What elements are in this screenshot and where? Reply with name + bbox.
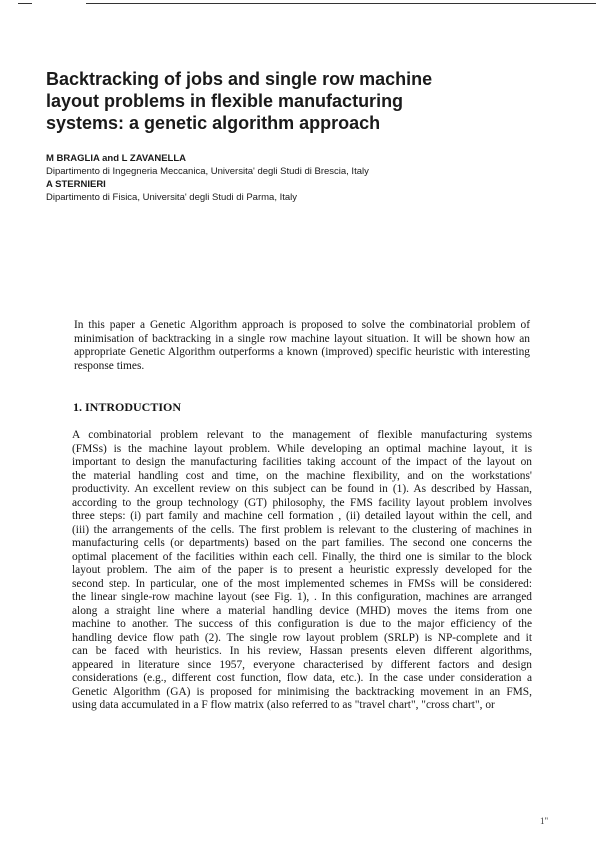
abstract: In this paper a Genetic Algorithm approach is proposed to solve the combinatorial problem of minimisation of backtracking in a single row machine layout situation. It will be shown how an appropriate Genetic Algorithm outperforms a known (improved) specific heuristic with interesting response times. xyxy=(74,319,530,372)
intro-line: Genetic Algorithm (GA) is proposed for minimising the backtracking movement in an FMS, xyxy=(72,685,532,698)
intro-line: (iii) the arrangements of the cells. The first problem is relevant to the clustering of machines in xyxy=(72,523,532,536)
author-names-2: A STERNIERI xyxy=(46,179,106,190)
intro-line: layout problem. The aim of the paper is to present a heuristic expressly developed for the xyxy=(72,564,532,576)
intro-line: appeared in literature since 1957, everyone characterised by different factors and design xyxy=(72,658,532,671)
author-affiliation-2: Dipartimento di Fisica, Universita' degli Studi di Parma, Italy xyxy=(46,192,298,203)
intro-line: (FMSs) is the machine layout problem. While developing an optimal machine layout, it is xyxy=(72,442,532,455)
title-line: systems: a genetic algorithm approach xyxy=(46,113,381,133)
header-rule-short xyxy=(18,3,32,4)
intro-line: can be faced with heuristics. In his review, Hassan presents eleven different algorithms, xyxy=(72,645,532,657)
intro-line: important to design the manufacturing facilities taking account of the impact of the layout on xyxy=(72,456,532,468)
intro-line: productivity. An excellent review on this subject can be found in (1). As described by Hassan, xyxy=(72,483,532,495)
title-line: Backtracking of jobs and single row machine xyxy=(46,69,433,89)
intro-line: manufacturing cells (or departments) based on the part families. The second one concerns the xyxy=(72,537,532,549)
intro-line: the material handling cost and time, on the machine flexibility, and on the workstations' xyxy=(72,469,532,482)
author-affiliation-1: Dipartimento di Ingegneria Meccanica, Universita' degli Studi di Brescia, Italy xyxy=(46,166,369,177)
intro-line: optimal placement of the facilities within each cell. Finally, the third one is similar to the block xyxy=(72,550,532,563)
author-names-1: M BRAGLIA and L ZAVANELLA xyxy=(46,153,187,164)
intro-line: handling device flow path (2). The single row layout problem (SRLP) is NP-complete and it xyxy=(72,631,532,644)
page-number: 1" xyxy=(540,816,549,826)
title-line: layout problems in flexible manufacturing xyxy=(46,91,404,111)
paper-title xyxy=(46,68,526,134)
intro-body xyxy=(72,429,532,713)
intro-line: considerations (e.g., different cost function, flow data, etc.). In the case under consideration a xyxy=(72,672,532,684)
intro-line: according to the group technology (GT) philosophy, the FMS facility layout problem involves xyxy=(72,496,532,509)
intro-line: along a straight line where a material handling device (MHD) moves the items from one xyxy=(72,604,532,617)
intro-line: three steps: (i) part family and machine cell formation , (ii) detailed layout within the cell, and xyxy=(72,510,532,522)
author-block xyxy=(46,152,566,204)
intro-line: the linear single-row machine layout (see Fig. 1), . In this configuration, machines are arranged xyxy=(72,591,532,603)
intro-line: using data accumulated in a F flow matrix (also referred to as "travel chart", "cross chart", or xyxy=(72,699,495,711)
header-rule xyxy=(86,3,596,4)
intro-line: A combinatorial problem relevant to the management of flexible manufacturing systems xyxy=(72,429,532,441)
intro-line: machine to another. The success of this configuration is due to the major efficiency of the xyxy=(72,618,532,630)
section-heading: 1. INTRODUCTION xyxy=(73,400,182,414)
intro-line: second step. In particular, one of the most implemented schemes in FMSs will be considered: xyxy=(72,577,532,590)
